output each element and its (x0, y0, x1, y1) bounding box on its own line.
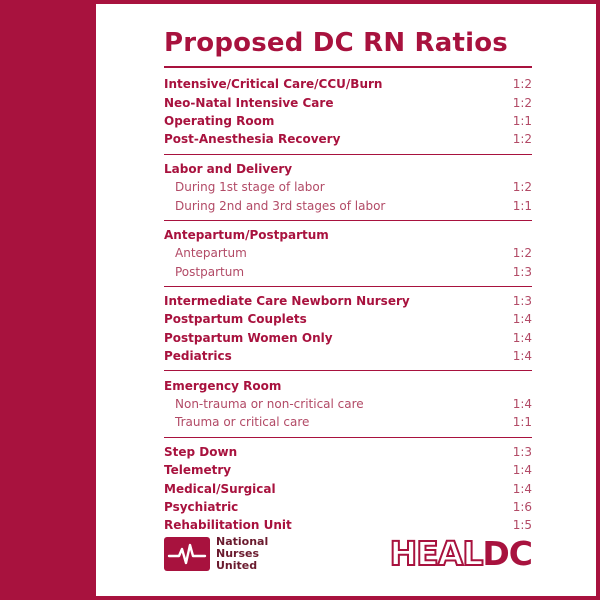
ratio-row-label: Intermediate Care Newborn Nursery (164, 294, 410, 309)
heal-dc-logo (390, 534, 532, 573)
ratio-row (164, 226, 532, 244)
ratio-row-label: During 1st stage of labor (175, 180, 325, 195)
ratio-value: 1:4 (512, 349, 532, 364)
ratio-row-label: Operating Room (164, 113, 275, 128)
ratio-row-label: Pediatrics (164, 349, 232, 364)
ratio-row-label: Trauma or critical care (175, 415, 310, 430)
ratio-row-label: Medical/Surgical (164, 481, 276, 496)
ratio-row-label: Neo-Natal Intensive Care (164, 95, 334, 110)
ratio-value: 1:4 (512, 463, 532, 478)
ratio-value: 1:2 (512, 77, 532, 92)
ratio-row-label: Antepartum/Postpartum (164, 227, 329, 242)
ratio-value: 1:3 (512, 294, 532, 309)
ratio-row (164, 178, 532, 196)
ratio-value: 1:2 (512, 95, 532, 110)
ratio-value: 1:4 (512, 330, 532, 345)
ratio-row (164, 310, 532, 328)
ratio-row (164, 75, 532, 93)
ratio-row (164, 498, 532, 516)
ratio-value: 1:4 (512, 312, 532, 327)
ratio-group (164, 375, 532, 437)
ratio-value: 1:5 (512, 518, 532, 533)
ratio-value: 1:1 (512, 198, 532, 213)
ratio-row (164, 244, 532, 262)
ratio-row (164, 93, 532, 111)
ratio-value: 1:1 (512, 113, 532, 128)
ratio-row (164, 263, 532, 281)
nnu-wordmark (216, 536, 268, 572)
ratio-row-label: During 2nd and 3rd stages of labor (175, 198, 386, 213)
nnu-line3: United (216, 559, 258, 572)
nnu-line2: Nurses (216, 547, 260, 560)
ratio-value: 1:2 (512, 180, 532, 195)
ratio-row (164, 130, 532, 148)
nnu-line1: National (216, 535, 269, 548)
ratio-row (164, 347, 532, 365)
ratio-row (164, 292, 532, 310)
ratio-row (164, 160, 532, 178)
ratio-row-label: Postpartum Women Only (164, 330, 333, 345)
ratio-group (164, 291, 532, 372)
ratio-row-label: Postpartum Couplets (164, 312, 307, 327)
ratio-value: 1:2 (512, 246, 532, 261)
ratio-row-label: Rehabilitation Unit (164, 518, 292, 533)
ratio-row-label: Antepartum (175, 246, 247, 261)
ratio-row-label: Step Down (164, 444, 238, 459)
ratio-row (164, 516, 532, 534)
ratio-value: 1:6 (512, 500, 532, 514)
ratio-row-label: Non-trauma or non-critical care (175, 397, 364, 412)
ratio-value: 1:3 (512, 444, 532, 459)
ratio-row (164, 479, 532, 497)
ratio-row-label: Emergency Room (164, 378, 282, 393)
ratio-row (164, 196, 532, 214)
ratio-row (164, 376, 532, 394)
ratio-table (164, 74, 532, 544)
ratio-row-label: Telemetry (164, 463, 232, 478)
ratio-row-label: Psychiatric (164, 500, 239, 514)
ratio-row-label: Labor and Delivery (164, 161, 293, 176)
ratio-row-label: Postpartum (175, 264, 245, 279)
ratio-row-label: Post-Anesthesia Recovery (164, 132, 341, 147)
page-title: Proposed DC RN Ratios (164, 28, 508, 58)
ratio-row (164, 413, 532, 431)
ratio-value: 1:3 (512, 264, 532, 279)
ratio-group (164, 159, 532, 221)
ratio-row (164, 395, 532, 413)
nnu-logo-block (164, 536, 268, 572)
ratio-row (164, 443, 532, 461)
heartbeat-logo-icon (164, 537, 210, 571)
ratio-value: 1:1 (512, 415, 532, 430)
ratio-value: 1:4 (512, 481, 532, 496)
title-divider (164, 66, 532, 68)
ratio-row (164, 329, 532, 347)
ratio-value: 1:4 (512, 397, 532, 412)
dc-text: DC (482, 534, 532, 573)
ratio-row (164, 112, 532, 130)
ratio-group (164, 74, 532, 155)
ratio-row-label: Intensive/Critical Care/CCU/Burn (164, 77, 383, 92)
ratio-group (164, 225, 532, 287)
heal-text: HEAL (389, 534, 483, 573)
content-panel (96, 4, 596, 596)
ratio-group (164, 442, 532, 540)
ratio-row (164, 461, 532, 479)
ratio-value: 1:2 (512, 132, 532, 147)
